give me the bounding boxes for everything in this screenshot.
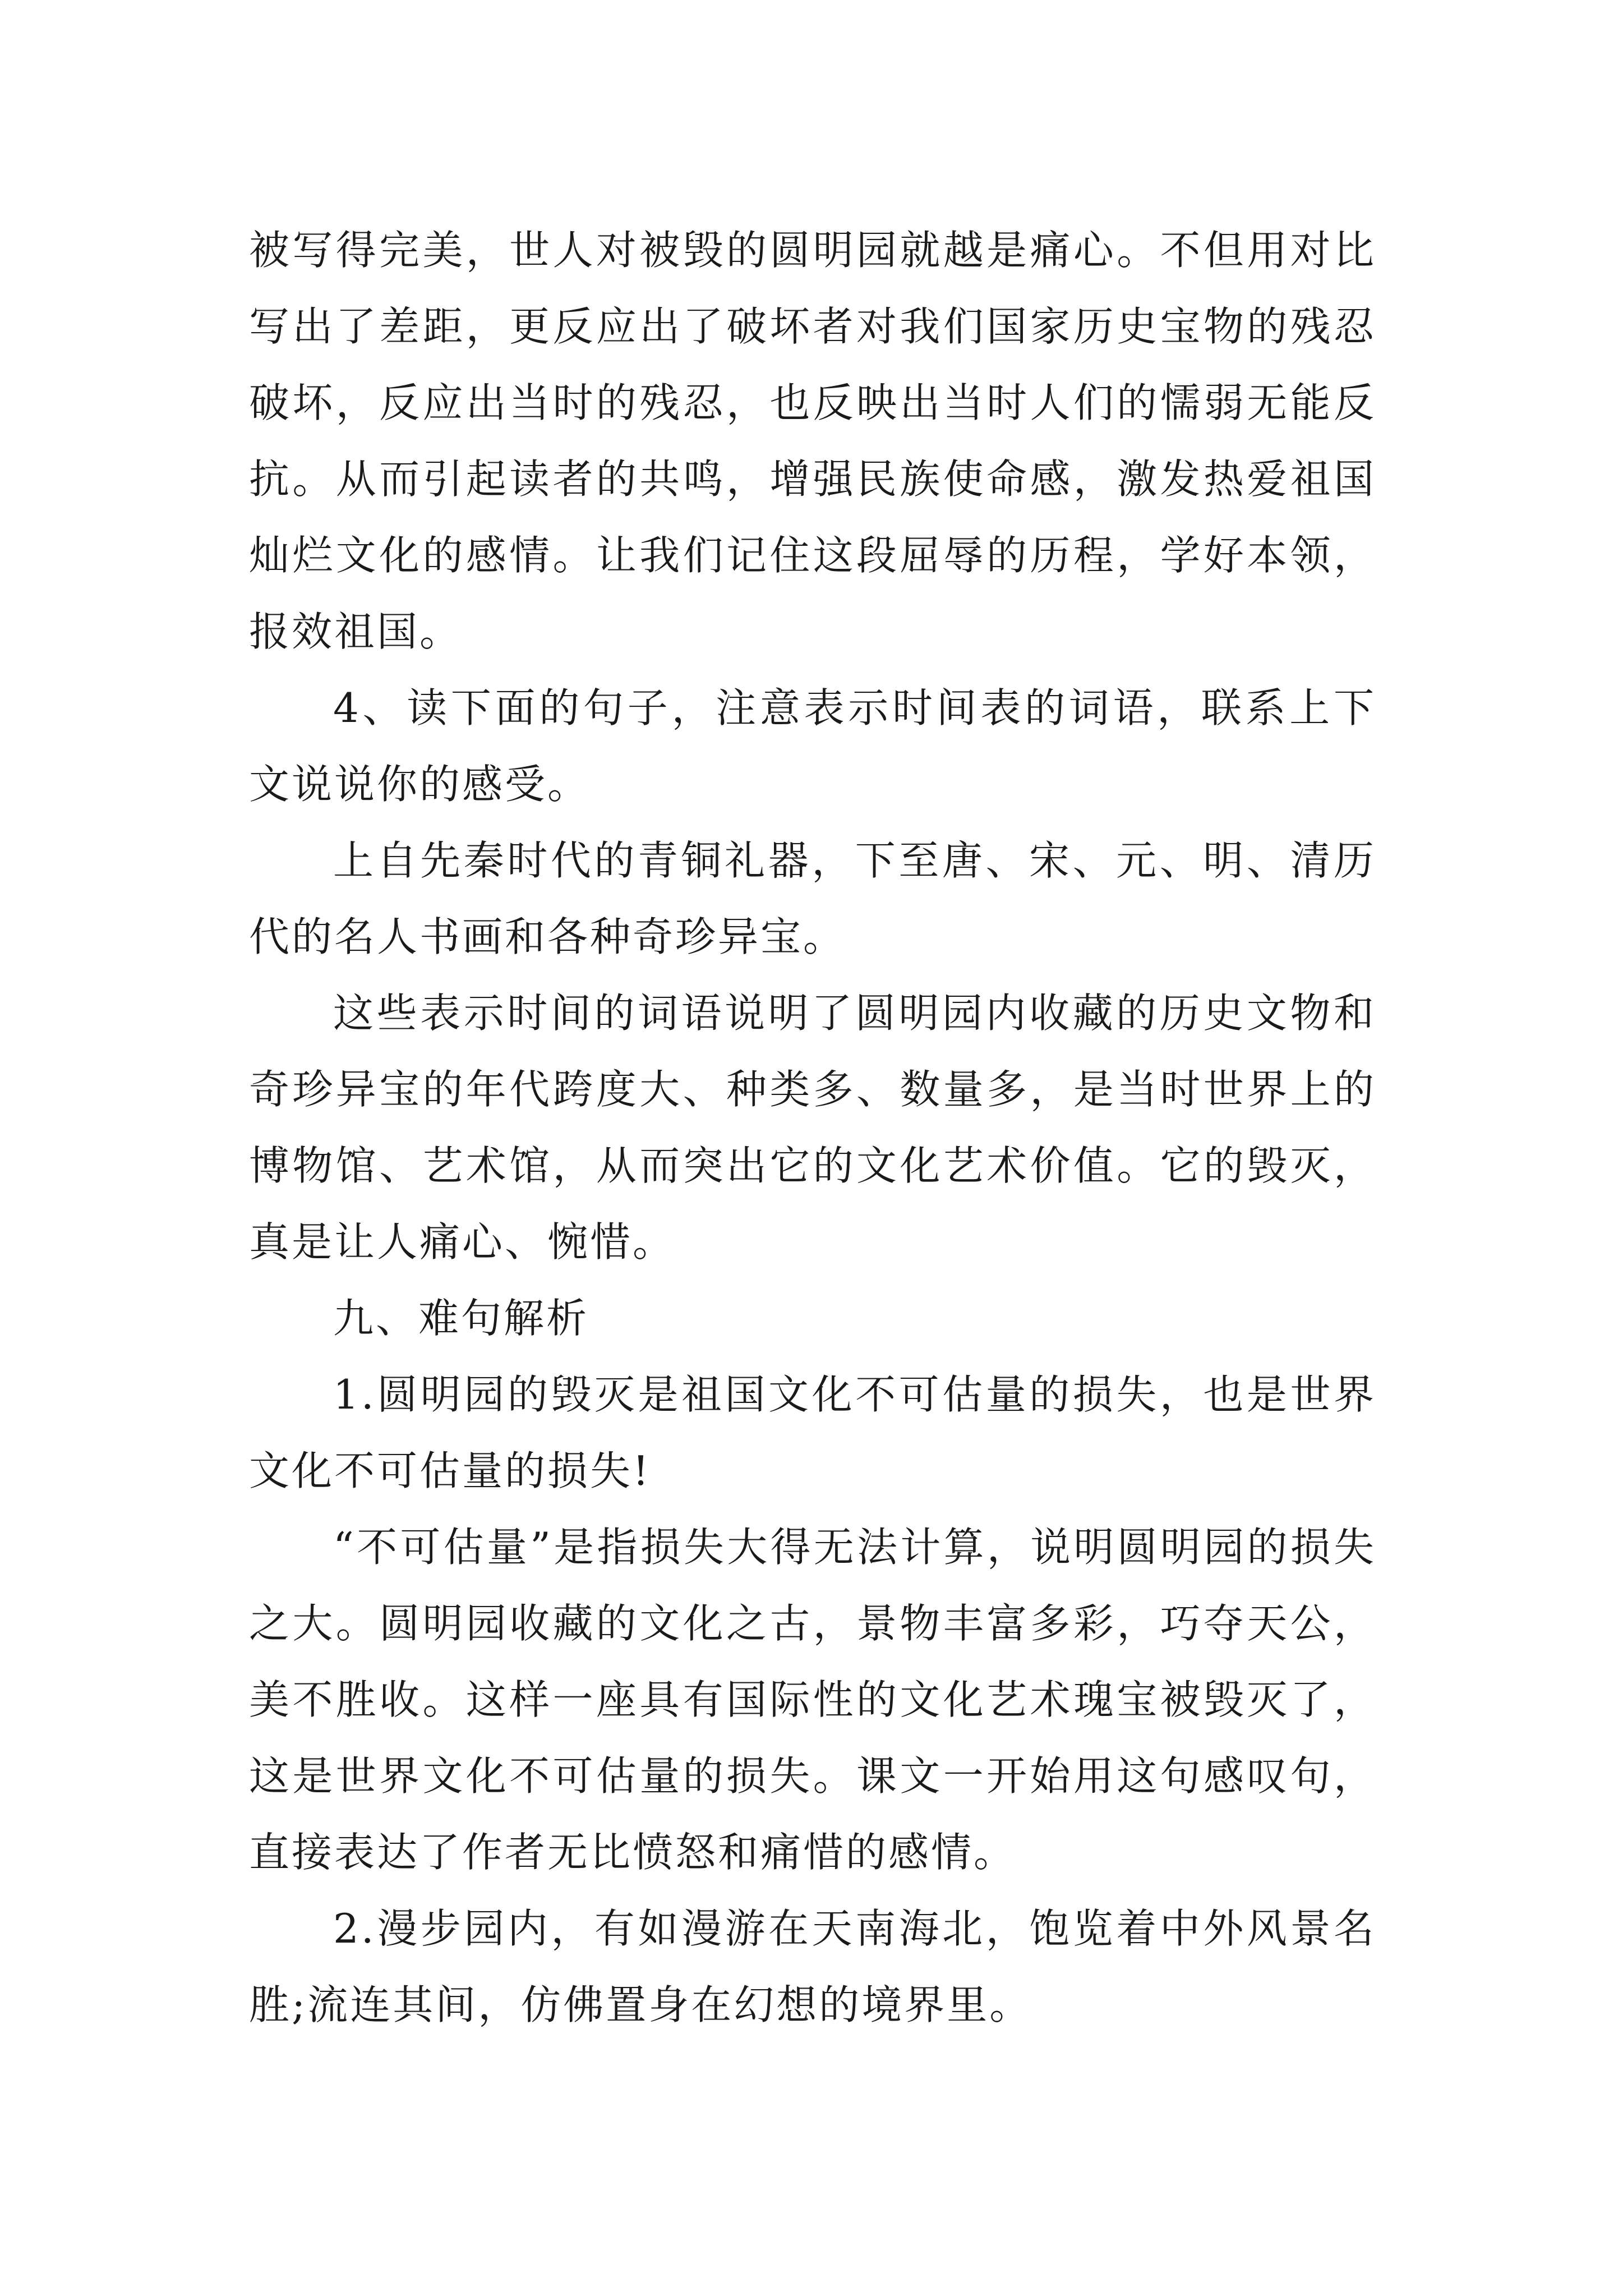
paragraph-continuation: 被写得完美，世人对被毁的圆明园就越是痛心。不但用对比写出了差距，更反应出了破坏者对我们国家历史宝物的残忍破坏，反应出当时的残忍，也反映出当时人们的懦弱无能反抗。从而引起读者的共鸣，增强民族使命感，激发热爱祖国灿烂文化的感情。让我们记住这段屈辱的历程，学好本领，报效祖国。 xyxy=(249,227,1376,655)
paragraph-difficult-sentence-2: 2.漫步园内，有如漫游在天南海北，饱览着中外风景名胜;流连其间，仿佛置身在幻想的境界里。 xyxy=(249,1905,1376,2028)
document-body xyxy=(249,212,1376,2043)
paragraph-difficult-sentence-1: 1.圆明园的毁灭是祖国文化不可估量的损失，也是世界文化不可估量的损失! xyxy=(249,1371,1376,1494)
section-heading: 九、难句解析 xyxy=(333,1295,589,1342)
paragraph-analysis-1: “不可估量”是指损失大得无法计算，说明圆明园的损失之大。圆明园收藏的文化之古，景物丰富多彩，巧夺天公，美不胜收。这样一座具有国际性的文化艺术瑰宝被毁灭了，这是世界文化不可估量的损失。课文一开始用这句感叹句，直接表达了作者无比愤怒和痛惜的感情。 xyxy=(249,1524,1376,1876)
paragraph-question-4: 4、读下面的句子，注意表示时间表的词语，联系上下文说说你的感受。 xyxy=(249,684,1376,808)
paragraph-explanation: 这些表示时间的词语说明了圆明园内收藏的历史文物和奇珍异宝的年代跨度大、种类多、数量多，是当时世界上的博物馆、艺术馆，从而突出它的文化艺术价值。它的毁灭，真是让人痛心、惋惜。 xyxy=(249,990,1376,1266)
paragraph-quoted-sentence: 上自先秦时代的青铜礼器，下至唐、宋、元、明、清历代的名人书画和各种奇珍异宝。 xyxy=(249,837,1376,960)
